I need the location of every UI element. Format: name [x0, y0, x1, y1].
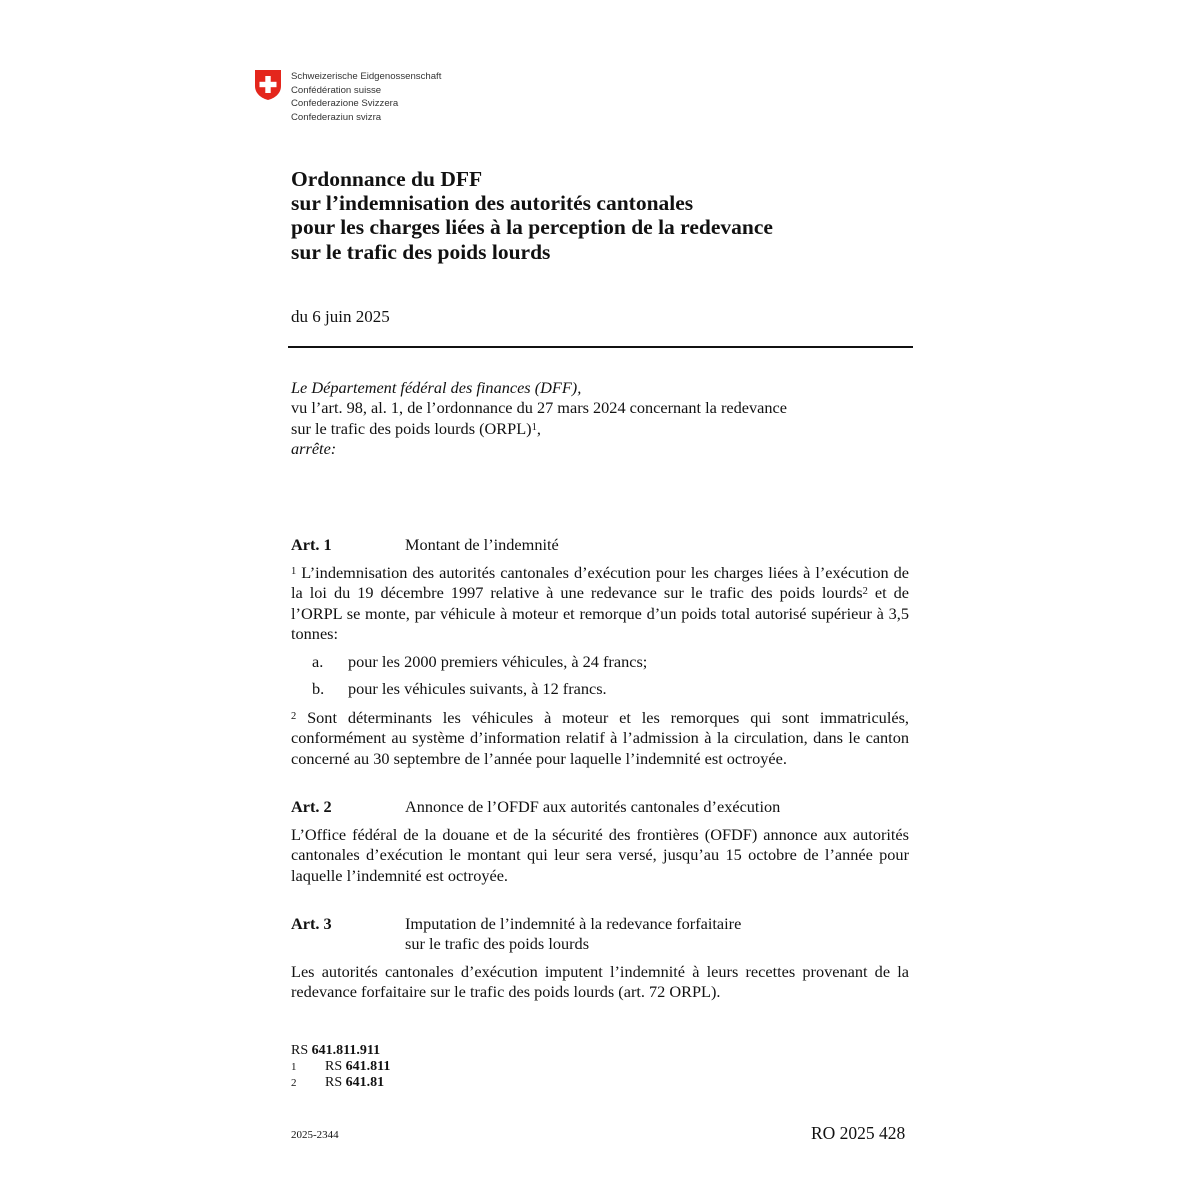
title-line: pour les charges liées à la perception de la redevance — [291, 215, 773, 240]
preamble-decree: arrête: — [291, 439, 337, 459]
document-title — [291, 167, 773, 264]
footnote-ref-link[interactable]: 641.811 — [345, 1059, 391, 1074]
title-line: sur l’indemnisation des autorités cantonales — [291, 191, 694, 216]
paragraph-text: Sont déterminants les véhicules à moteur et les remorques qui sont immatriculés, conformément au système d’information relatif à l’admission à la circulation, dans le canton concerné au 30 septembre de l’année pour laquelle l’indemnité est octroyée. — [291, 708, 909, 768]
article-1-paragraph-2 — [291, 708, 909, 769]
rs-number: 641.811.911 — [311, 1043, 381, 1058]
issuer-line-rm: Confederaziun svizra — [291, 111, 382, 123]
rs-reference — [291, 1043, 390, 1059]
document-date: du 6 juin 2025 — [291, 307, 390, 326]
list-item-text: pour les véhicules suivants, à 12 francs. — [348, 679, 607, 698]
swiss-cross-shield-icon — [254, 69, 282, 101]
article-number: Art. 3 — [291, 914, 332, 933]
article-1-paragraph-1 — [291, 563, 909, 645]
footnote — [291, 1059, 390, 1075]
issuer-block — [291, 70, 441, 124]
footnote-ref[interactable]: 2 — [862, 586, 868, 598]
footnotes — [291, 1043, 390, 1091]
preamble-basis-line: vu l’art. 98, al. 1, de l’ordonnance du 27 mars 2024 concernant la redevance — [291, 398, 787, 418]
list-item — [312, 652, 647, 672]
issuer-line-de: Schweizerische Eidgenossenschaft — [291, 71, 442, 82]
article-1-heading — [291, 535, 559, 555]
article-3-text: Les autorités cantonales d’exécution imputent l’indemnité à leurs recettes provenant de la redevance forfaitaire sur le trafic des poids lourds (art. 72 ORPL). — [291, 962, 909, 1002]
preamble-basis-line — [291, 419, 787, 439]
list-item-label: b. — [312, 679, 325, 698]
article-2-text: L’Office fédéral de la douane et de la sécurité des frontières (OFDF) annonce aux autorités cantonales d’exécution le montant qui leur sera versé, jusqu’au 15 octobre de l’année pour laquelle l’indemnité est octroyée. — [291, 825, 909, 885]
article-number: Art. 1 — [291, 535, 332, 554]
article-title-line: Imputation de l’indemnité à la redevance forfaitaire — [405, 914, 742, 933]
footnote-ref-link[interactable]: 641.81 — [345, 1075, 385, 1090]
preamble-basis-end: , — [536, 418, 541, 438]
paragraph-text: et de l’ORPL se monte, par véhicule à moteur et remorque d’un poids total autorisé supérieur à 3,5 tonnes: — [291, 583, 910, 644]
list-item-label: a. — [312, 652, 324, 671]
preamble — [291, 378, 787, 460]
paragraph-text: L’indemnisation des autorités cantonales d’exécution pour les charges liées à l’exécution de la loi du 19 décembre 1997 relative à une redevance sur le trafic des poids lourds — [291, 563, 909, 603]
footnote-prefix: RS — [325, 1075, 343, 1090]
article-2-heading — [291, 797, 780, 817]
article-number: Art. 2 — [291, 797, 332, 816]
document-id: 2025-2344 — [291, 1129, 339, 1141]
article-title-line: sur le trafic des poids lourds — [405, 934, 590, 954]
preamble-authority: Le Département fédéral des finances (DFF), — [291, 378, 582, 397]
list-item-text: pour les 2000 premiers véhicules, à 24 francs; — [348, 652, 648, 671]
list-item — [312, 679, 607, 699]
issuer-line-it: Confederazione Svizzera — [291, 98, 399, 109]
article-title — [405, 914, 741, 955]
paragraph-number: 1 — [291, 566, 297, 577]
title-line: sur le trafic des poids lourds — [291, 239, 551, 264]
article-title: Annonce de l’OFDF aux autorités cantonales d’exécution — [405, 797, 781, 816]
footnote-number: 1 — [291, 1061, 297, 1073]
issuer-line-fr: Confédération suisse — [291, 84, 382, 96]
title-divider — [288, 346, 913, 348]
footnote-ref[interactable]: 1 — [531, 421, 537, 433]
ro-reference: RO 2025 428 — [811, 1123, 906, 1143]
paragraph-number: 2 — [291, 711, 297, 722]
title-line: Ordonnance du DFF — [291, 167, 483, 191]
preamble-basis-text: sur le trafic des poids lourds (ORPL) — [291, 418, 532, 438]
footnote-number: 2 — [291, 1077, 297, 1089]
footnote — [291, 1075, 390, 1091]
article-title: Montant de l’indemnité — [405, 535, 559, 554]
rs-prefix: RS — [291, 1043, 309, 1058]
footnote-prefix: RS — [325, 1059, 343, 1074]
article-3-heading — [291, 914, 741, 955]
